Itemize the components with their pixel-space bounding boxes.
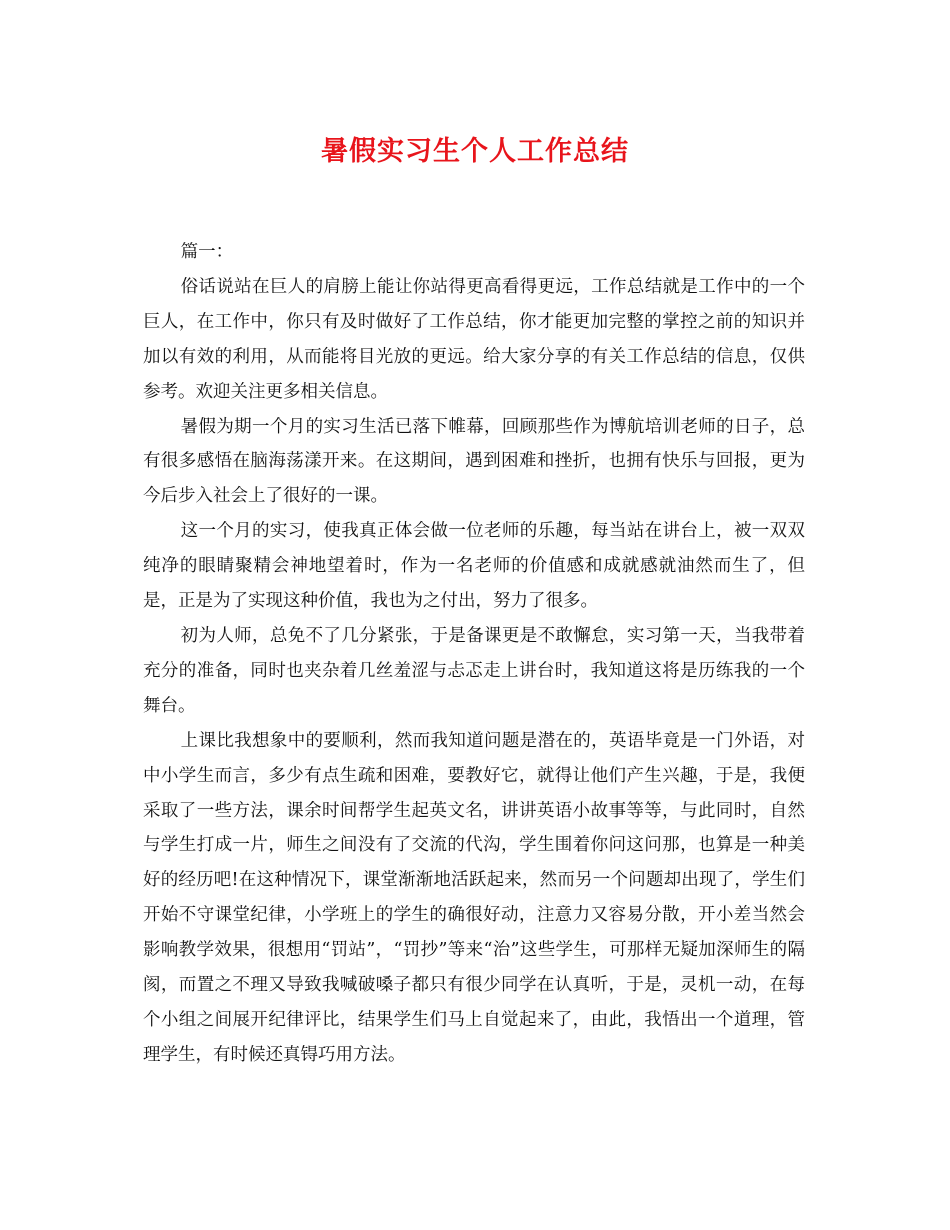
paragraph-classroom: 上课比我想象中的要顺利，然而我知道问题是潜在的，英语毕竟是一门外语，对中小学生而言，多少有点生疏和困难，要教好它，就得让他们产生兴趣，于是，我便采取了一些方法，课余时间帮学生起英文名，讲讲英语小故事等等，与此同时，自然与学生打成一片，师生之间没有了交流的代沟，学生围着你问这问那，也算是一种美好的经历吧!在这种情况下，课堂渐渐地活跃起来，然而另一个问题却出现了，学生们开始不守课堂纪律，小学班上的学生的确很好动，注意力又容易分散，开小差当然会影响教学效果，很想用“罚站”，“罚抄”等来“治”这些学生，可那样无疑加深师生的隔阂，而置之不理又导致我喊破嗓子都只有很少同学在认真听，于是，灵机一动，在每个小组之间展开纪律评比，结果学生们马上自觉起来了，由此，我悟出一个道理，管理学生，有时候还真锝巧用方法。 xyxy=(143,730,805,1065)
document-title: 暑假实习生个人工作总结 xyxy=(321,136,629,167)
paragraph-first-day: 初为人师，总免不了几分紧张，于是备课更是不敢懈怠，实习第一天，当我带着充分的准备，同时也夹杂着几丝羞涩与忐忑走上讲台时，我知道这将是历练我的一个舞台。 xyxy=(143,625,805,716)
paragraph-teaching-joy: 这一个月的实习，使我真正体会做一位老师的乐趣，每当站在讲台上，被一双双纯净的眼睛聚精会神地望着时，作为一名老师的价值感和成就感就油然而生了，但是，正是为了实现这种价值，我也为之付出，努力了很多。 xyxy=(143,521,805,612)
paragraph-summary: 暑假为期一个月的实习生活已落下帷幕，回顾那些作为博航培训老师的日子，总有很多感悟在脑海荡漾开来。在这期间，遇到困难和挫折，也拥有快乐与回报，更为今后步入社会上了很好的一课。 xyxy=(143,416,805,507)
section-heading: 篇一： xyxy=(180,242,234,262)
document-body xyxy=(143,235,805,1073)
paragraph-intro: 俗话说站在巨人的肩膀上能让你站得更高看得更远，工作总结就是工作中的一个巨人，在工作中，你只有及时做好了工作总结，你才能更加完整的掌控之前的知识并加以有效的利用，从而能将目光放的更远。给大家分享的有关工作总结的信息，仅供参考。欢迎关注更多相关信息。 xyxy=(143,276,805,402)
